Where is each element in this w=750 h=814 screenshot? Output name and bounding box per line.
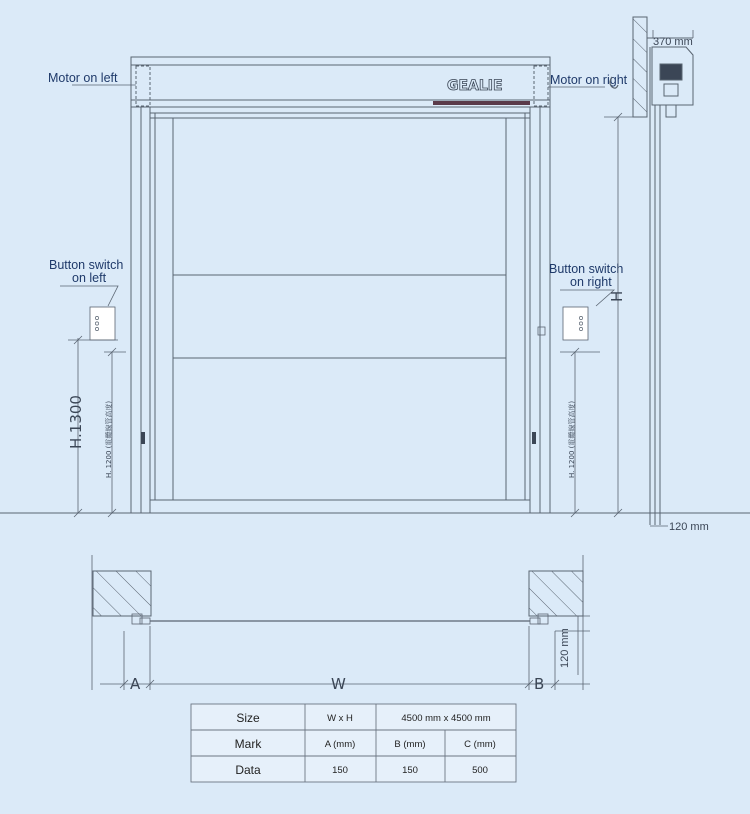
switch-height-label: H.1300 [67,395,85,449]
table-cell-mark-c: C (mm) [464,739,496,750]
table-cell-size-value: 4500 mm x 4500 mm [401,713,491,724]
table-cell-mark-a: A (mm) [324,739,356,750]
sensor-right [532,432,536,444]
dim-b-label: B [534,675,545,693]
button-switch-left [90,307,115,340]
motor-unit [660,64,682,80]
side-bottom-label: 120 mm [669,521,709,533]
plan-view [92,555,590,690]
cable-gland [538,327,545,335]
door-curtain [173,118,506,500]
table-cell-data-a: 150 [332,765,348,776]
brand-logo: GEALIE [447,78,503,94]
table-cell-mark-b: B (mm) [394,739,426,750]
motor-right-label: Motor on right [550,73,628,87]
button-left-label-2: on left [72,271,107,285]
button-left-label-1: Button switch [49,258,124,272]
height-label: H [608,290,626,302]
button-right-label-2: on right [570,275,612,289]
table-cell-data-c: 500 [472,765,488,776]
table-row-size-label: Size [236,711,260,725]
button-right-label-1: Button switch [549,262,624,276]
sensor-left [141,432,145,444]
side-depth-label: 370 mm [653,36,693,48]
table-cell-size-wh: W x H [327,713,353,724]
accent-bar [433,101,530,105]
motor-left-label: Motor on left [48,71,118,85]
vertical-note-right: H. 1200 (電纜線管高度) [568,400,576,478]
table-cell-data-b: 150 [402,765,418,776]
dim-a-label: A [130,675,141,693]
dim-w-label: W [331,675,346,693]
vertical-note-left: H. 1200 (電纜線管高度) [105,400,113,478]
table-row-data-label: Data [235,763,261,777]
table-row-mark-label: Mark [234,737,262,751]
plan-depth-label: 120 mm [559,628,571,668]
button-switch-right [563,307,588,340]
